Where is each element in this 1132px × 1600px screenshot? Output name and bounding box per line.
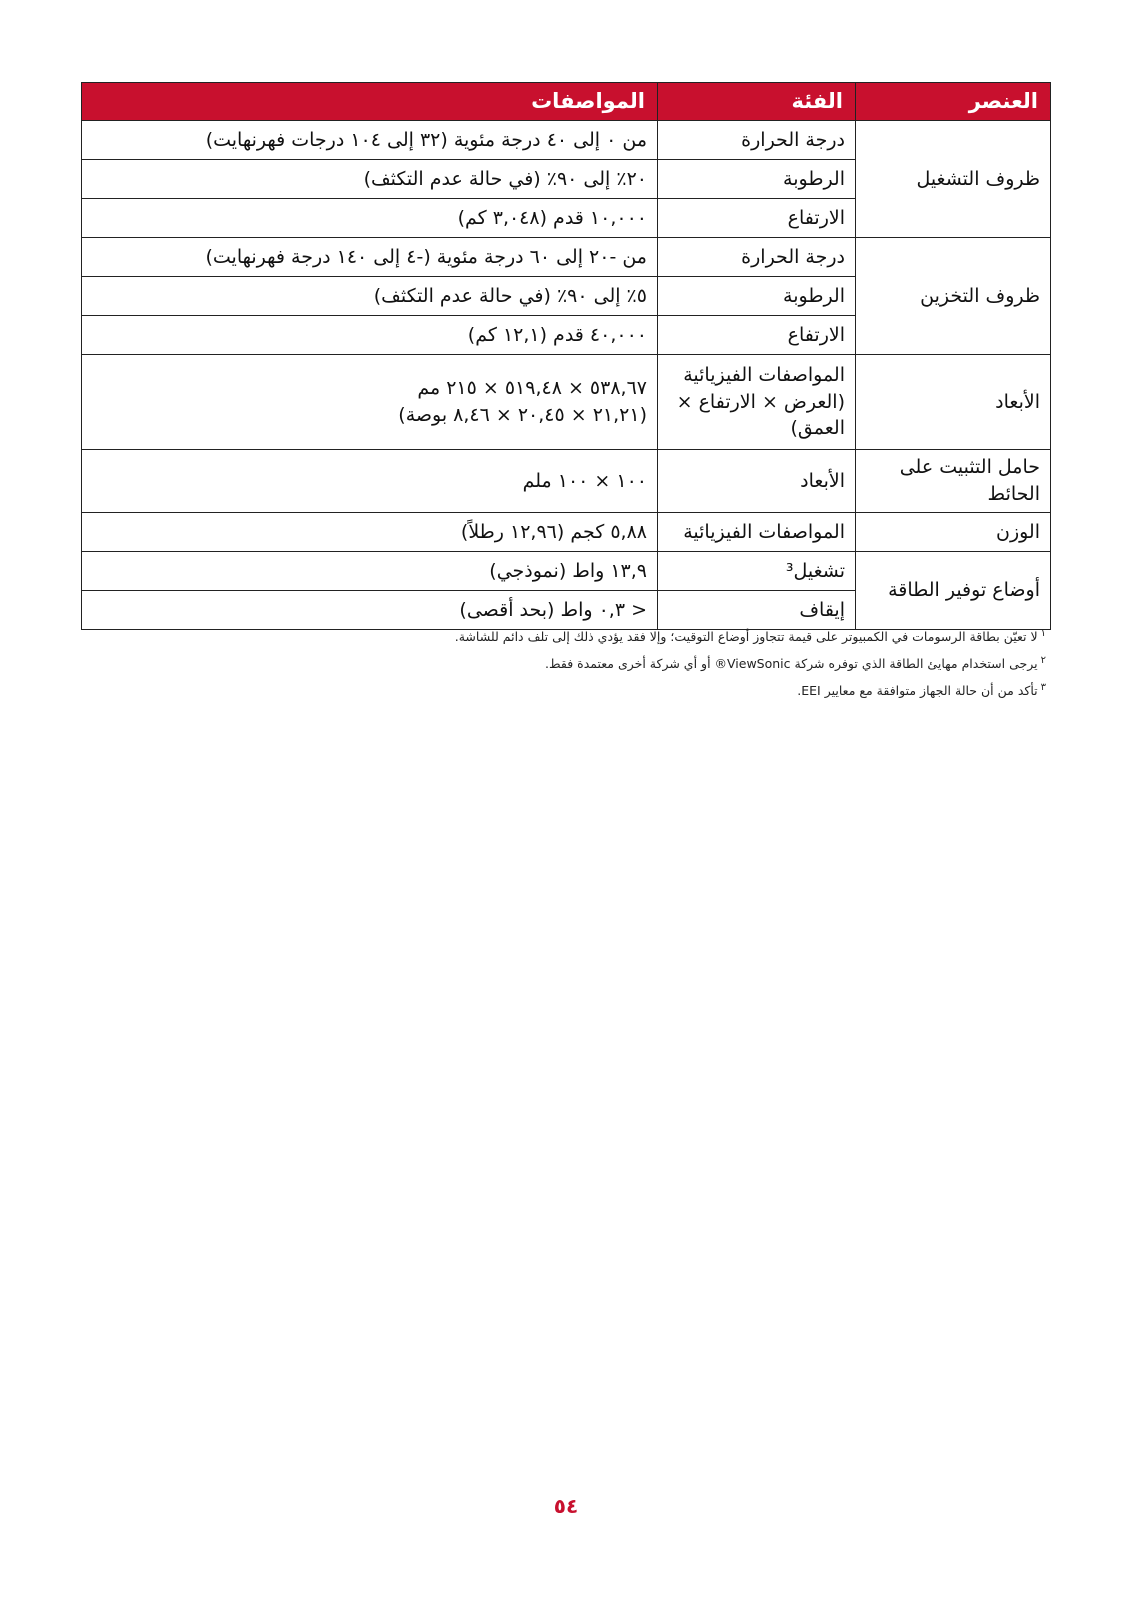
dimensions-label: الأبعاد (856, 355, 1051, 450)
power-modes-label: أوضاع توفير الطاقة (856, 552, 1051, 630)
storage-conditions-label: ظروف التخزين (856, 238, 1051, 355)
footnote-text: تأكد من أن حالة الجهاز متوافقة مع معايير EEI. (797, 683, 1038, 699)
header-specs: المواصفات (82, 83, 658, 121)
category-line: (العرض × الارتفاع × (676, 390, 845, 413)
table-header-row (82, 83, 1051, 121)
category-cell: درجة الحرارة (658, 121, 856, 160)
category-cell: درجة الحرارة (658, 238, 856, 277)
value-cell: ٥٪ إلى ٩٠٪ (في حالة عدم التكثف) (82, 277, 658, 316)
header-category: الفئة (658, 83, 856, 121)
footnote-mark: ١ (1040, 628, 1046, 639)
table-row (82, 513, 1051, 552)
table-row (82, 121, 1051, 160)
header-element: العنصر (856, 83, 1051, 121)
value-cell (82, 355, 658, 450)
table-row (82, 552, 1051, 591)
footnote-mark: ٢ (1040, 655, 1046, 667)
category-cell: الارتفاع (658, 199, 856, 238)
value-cell: ٢٠٪ إلى ٩٠٪ (في حالة عدم التكثف) (82, 160, 658, 199)
category-line: العمق) (790, 417, 845, 440)
category-cell: تشغيل³ (658, 552, 856, 591)
table-row (82, 450, 1051, 513)
value-cell: من -٢٠ إلى ٦٠ درجة مئوية (-٤ إلى ١٤٠ درجة فهرنهايت) (82, 238, 658, 277)
weight-label: الوزن (856, 513, 1051, 552)
wall-mount-label (856, 450, 1051, 513)
value-cell: ٤٠,٠٠٠ قدم (١٢,١ كم) (82, 316, 658, 355)
value-cell: من ٠ إلى ٤٠ درجة مئوية (٣٢ إلى ١٠٤ درجات فهرنهايت) (82, 121, 658, 160)
category-cell: الأبعاد (658, 450, 856, 513)
category-cell: الرطوبة (658, 277, 856, 316)
page-number: ٥٤ (553, 1494, 579, 1518)
label-line: حامل التثبيت على (899, 456, 1040, 479)
footnote (81, 622, 1046, 649)
value-cell: < ٠,٣ واط (بحد أقصى) (82, 591, 658, 630)
value-cell: ١٠,٠٠٠ قدم (٣,٠٤٨ كم) (82, 199, 658, 238)
category-cell (658, 355, 856, 450)
category-cell: الارتفاع (658, 316, 856, 355)
label-line: الحائط (987, 483, 1040, 505)
specifications-table (81, 82, 1051, 630)
value-cell: ١٣,٩ واط (نموذجي) (82, 552, 658, 591)
footnote (81, 649, 1046, 676)
footnotes (81, 622, 1046, 703)
footnote-mark: ٣ (1040, 682, 1046, 694)
footnote-text: لا تعيّن بطاقة الرسومات في الكمبيوتر على قيمة تتجاوز أوضاع التوقيت؛ وإلا فقد يؤدي ذلك إلى تلف دائم للشاشة. (454, 629, 1038, 645)
category-cell: المواصفات الفيزيائية (658, 513, 856, 552)
value-line: (٢١,٢١ × ٢٠,٤٥ × ٨,٤٦ بوصة) (398, 404, 647, 426)
value-cell: ٥,٨٨ كجم (١٢,٩٦ رطلاً) (82, 513, 658, 552)
table-row (82, 355, 1051, 450)
footnote-text: يرجى استخدام مهايئ الطاقة الذي توفره شركة ViewSonic® أو أي شركة أخرى معتمدة فقط. (545, 656, 1038, 672)
footnote (81, 676, 1046, 703)
value-cell: ١٠٠ × ١٠٠ ملم (82, 450, 658, 513)
table-row (82, 238, 1051, 277)
operating-conditions-label: ظروف التشغيل (856, 121, 1051, 238)
category-cell: إيقاف (658, 591, 856, 630)
value-line: ٥٣٨,٦٧ × ٥١٩,٤٨ × ٢١٥ مم (417, 377, 647, 400)
category-cell: الرطوبة (658, 160, 856, 199)
category-line: المواصفات الفيزيائية (683, 364, 845, 387)
